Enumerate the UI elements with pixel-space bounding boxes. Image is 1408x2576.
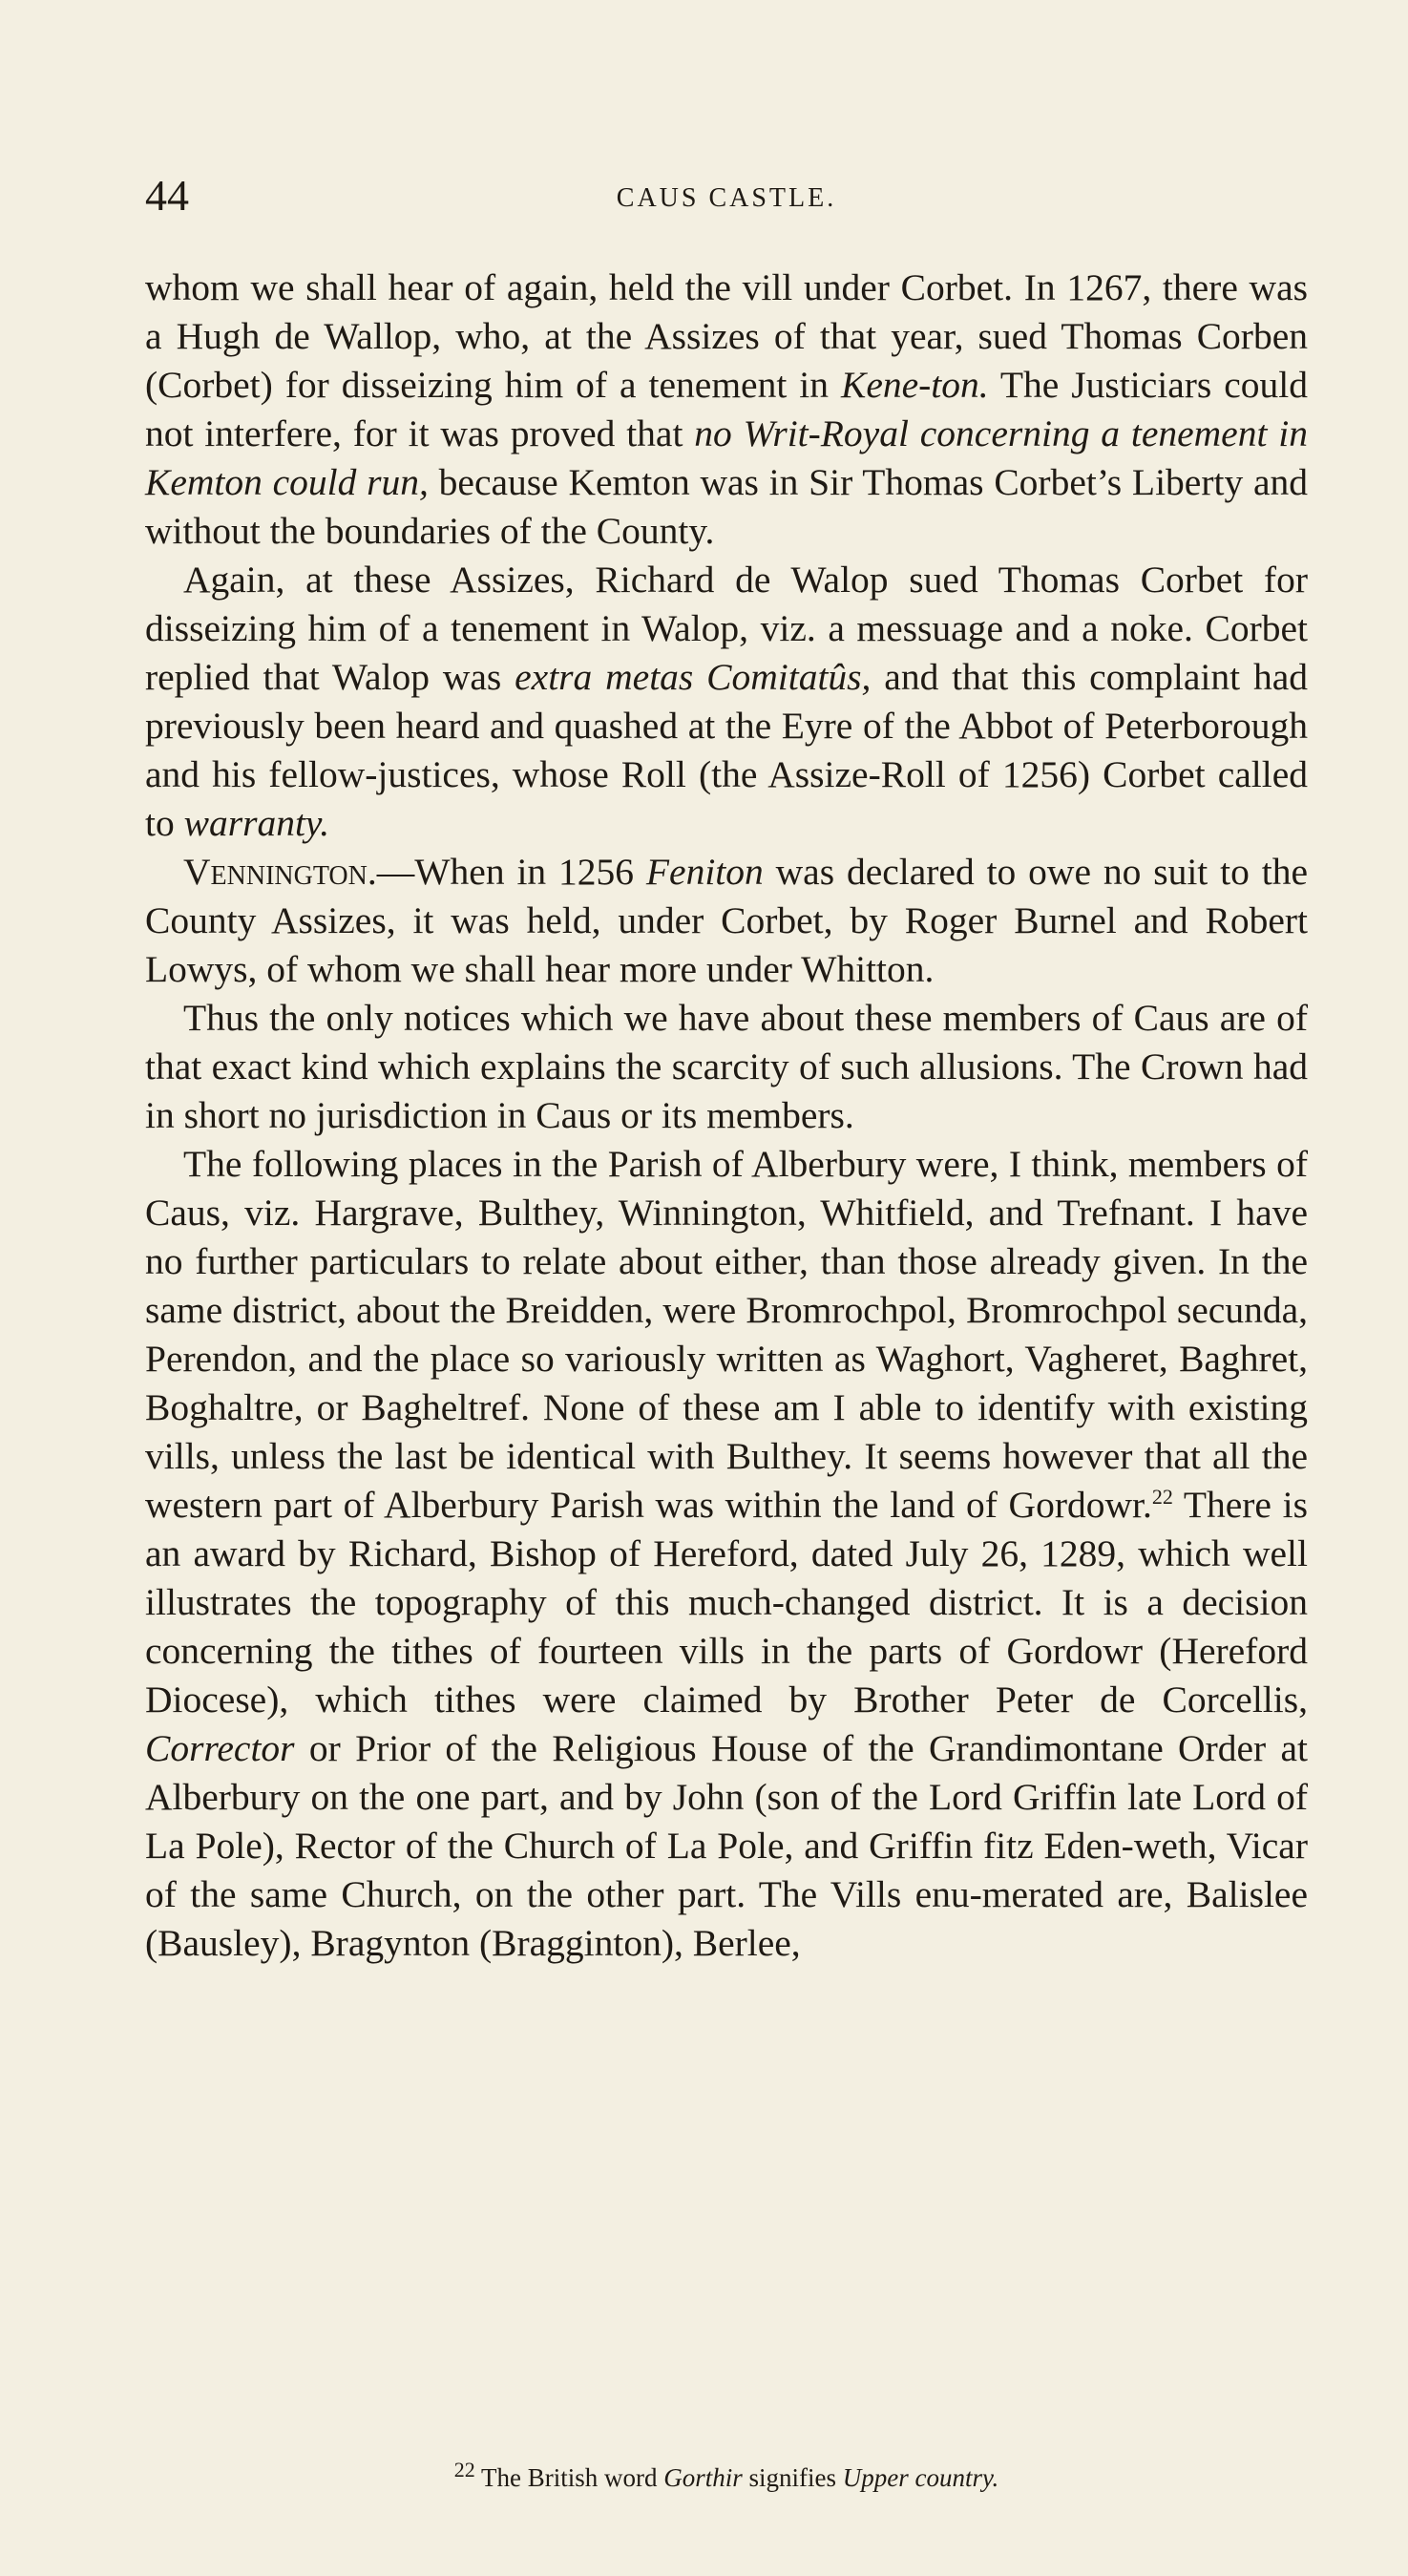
running-title: CAUS CASTLE. (616, 183, 837, 213)
footnote-mark: 22 (453, 2458, 475, 2481)
page-header (145, 170, 1308, 227)
paragraph-5: The following places in the Parish of Alberbury were, I think, members of Caus, viz. Hargrave, Bulthey, Winnington, Whitfield, and Trefnant. I have no further particulars to relate about either, than those already given. In the same district, about the Breidden, were Bromrochpol, Bromrochpol secunda, Perendon, and the place so variously written as Waghort, Vagheret, Baghret, Boghaltre, or Bagheltref. None of these am I able to identify with existing vills, unless the last be identical with Bulthey. It seems however that all the western part of Alberbury Parish was within the land of Gordowr.$^{22}$ There is an award by Richard, Bishop of Hereford, dated July 26, 1289, which well illustrates the topography of this much-changed district. It is a decision concerning the tithes of fourteen vills in the parts of Gordowr (Hereford Diocese), which tithes were claimed by Brother Peter de Corcellis, Corrector or Prior of the Religious House of the Grandimontane Order at Alberbury on the one part, and by John (son of the Lord Griffin late Lord of La Pole), Rector of the Church of La Pole, and Griffin fitz Eden-weth, Vicar of the same Church, on the other part. The Vills enu-merated are, Balislee (Bausley), Bragynton (Bragginton), Berlee, (145, 1143, 1308, 1964)
body-text (145, 264, 1308, 1968)
paragraph-1: whom we shall hear of again, held the vill under Corbet. In 1267, there was a Hugh de Wallop, who, at the Assizes of that year, sued Thomas Corben (Corbet) for disseizing him of a tenement in Kene-ton. The Justiciars could not interfere, for it was proved that no Writ-Royal concerning a tenement in Kemton could run, because Kemton was in Sir Thomas Corbet’s Liberty and without the boundaries of the County. (145, 266, 1308, 552)
footnote-reference: 22 (1151, 1484, 1173, 1509)
section-heading: Vennington. (183, 851, 377, 893)
footnote: $^{22}$ The British word Gorthir signifies Upper country. (453, 2458, 999, 2492)
paragraph-3: Vennington.—When in 1256 Feniton was declared to owe no suit to the County Assizes, it was held, under Corbet, by Roger Burnel and Robert Lowys, of whom we shall hear more under Whitton. (145, 851, 1308, 990)
paragraph-4: Thus the only notices which we have about these members of Caus are of that exact kind which explains the scarcity of such allusions. The Crown had in short no jurisdiction in Caus or its members. (145, 997, 1308, 1136)
page-number: 44 (145, 171, 189, 220)
paragraph-2: Again, at these Assizes, Richard de Walop sued Thomas Corbet for disseizing him of a tenement in Walop, viz. a messuage and a noke. Corbet replied that Walop was extra metas Comitatûs, and that this complaint had previously been heard and quashed at the Eyre of the Abbot of Peterborough and his fellow-justices, whose Roll (the Assize-Roll of 1256) Corbet called to warranty. (145, 559, 1308, 844)
